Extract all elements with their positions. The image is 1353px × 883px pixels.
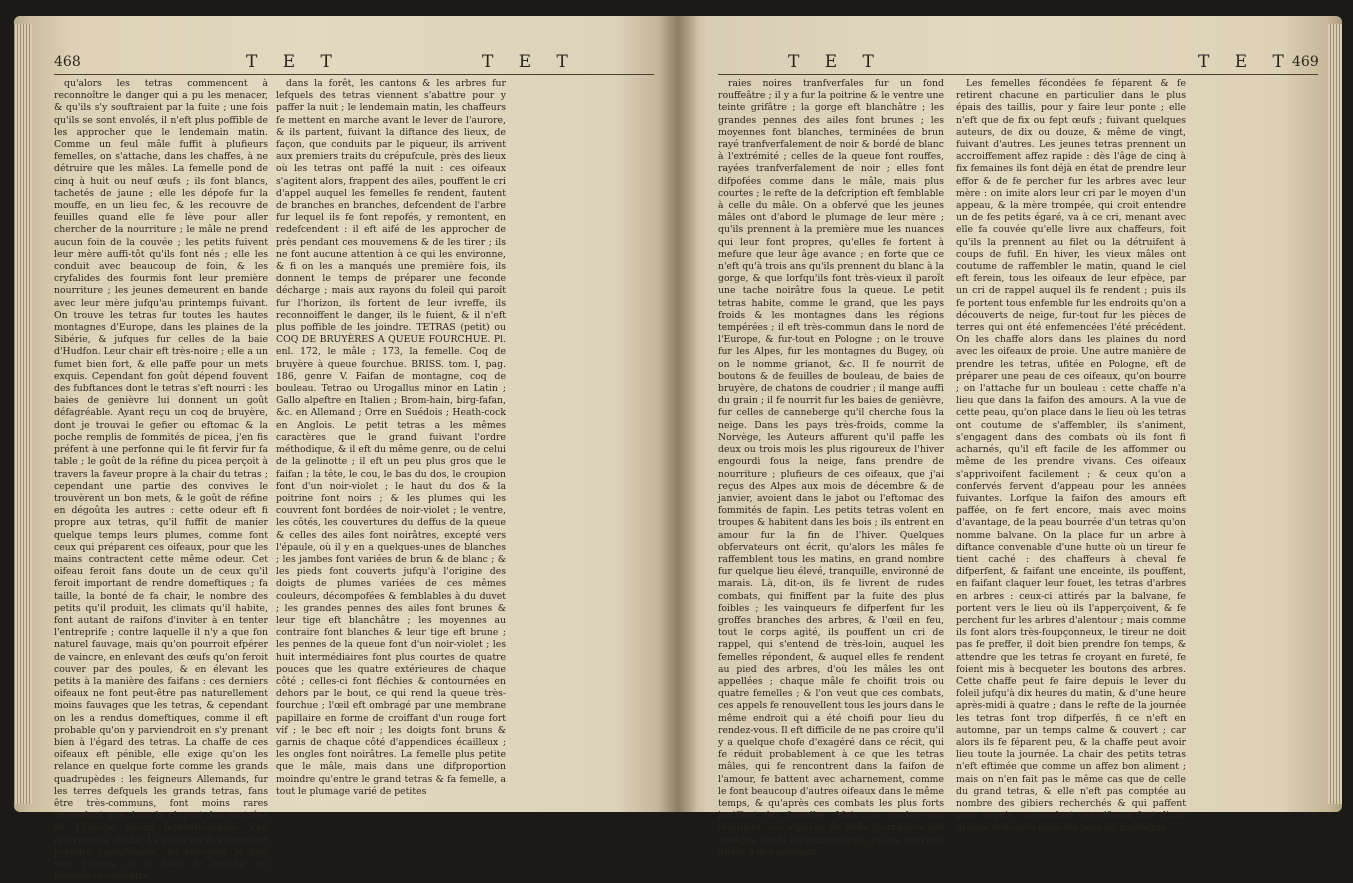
header-rule bbox=[54, 74, 654, 75]
column-text: dans la forêt, les cantons & les arbres fur lefquels des tetras viennent s'abattre pour y paffer la nuit ; le lendemain matin, les chaffeurs fe mettent en marche avant le lever de l'aurore, & ils partent, fuivant la diftance des lieux, de façon, que conduits par le piqueur, ils arrivent aux premiers traits du crépufcule, près des lieux où les tetras ont paffé la nuit : ces oifeaux s'agitent alors, frappent des ailes, pouffent le cri d'appel auquel les femelles fe rendent, fautent de branches en branches, defcendent de l'arbre fur lequel ils fe font repofés, y remontent, en redefcendent : il eft aifé de les approcher de près pendant ces mouvemens & de les tirer ; ils ne font aucune attention à ce qui les environne, & fi on les a manqués une première fois, ils donnent le temps de préparer une feconde décharge ; mais aux rayons du foleil qui paroît fur l'horizon, ils fortent de leur ivreffe, ils reconnoiffent le danger, ils le fuient, & il n'eft plus poffible de les joindre. TETRAS (petit) ou COQ DE BRUYÈRES A QUEUE FOURCHUE. Pl. enl. 172, le mâle ; 173, la femelle. Coq de bruyère à queue fourchue. BRISS. tom. I, pag. 186, genre V. Faifan de montagne, coq de bouleau. Tetrao ou Urogallus minor en Latin ; Gallo alpeftre en Italien ; Brom-hain, birg-fafan, &c. en Allemand ; Orre en Suédois ; Heath-cock en Anglois. Le petit tetras a les mêmes caractères que le grand fuivant l'ordre méthodique, & il eft du même genre, ou de celui de la gelinotte ; il eft un peu plus gros que le faifan ; la tête, le cou, le bas du dos, le croupion font d'un noir-violet ; le haut du dos & la poitrine font noirs ; & les plumes qui les couvrent font bordées de noir-violet ; le ventre, les côtés, les couvertures du deffus de la queue & celles des ailes font noirâtres, excepté vers l'épaule, où il y en a quelques-unes de blanches ; les jambes font variées de brun & de blanc ; & les pieds font couverts jufqu'à l'origine des doigts de plumes variées de ces mêmes couleurs, décompofées & femblables à du duvet ; les grandes pennes des ailes font brunes & leur tige eft blanchâtre ; les moyennes au contraire font blanches & leur tige eft brune ; les pennes de la queue font d'un noir-violet ; les huit intermédiaires font plus courtes de quatre pouces que les quatre extérieures de chaque côté ; celles-ci font fléchies & contournées en dehors par le bout, ce qui rend la queue très-fourchue ; l'œil eft ombragé par une membrane papillaire en forme de croiffant d'un rouge fort vif ; le bec eft noir ; les doigts font bruns & garnis de chaque côté d'appendices écailleux ; les ongles font noirâtres. La femelle plus petite que le mâle, mais dans une difproportion moindre qu'entre le grand tetras & fa femelle, a tout le plumage varié de petites bbox=[276, 78, 506, 797]
column-text: raies noires tranfverfales fur un fond rouffeâtre ; il y a fur la poitrine & le ventre une teinte grifâtre ; la gorge eft blanchâtre ; les grandes pennes des ailes font brunes ; les moyennes font blanches, terminées de brun rayé tranfverfalement de noir & bordé de blanc à l'extrémité ; celles de la queue font rouffes, rayées tranfverfalement de noir ; elles font difpofées comme dans le mâle, mais plus courtes ; le refte de la defcription eft femblable à celle du mâle. On a obfervé que les jeunes mâles ont d'abord le plumage de leur mère ; qu'ils prennent à la première mue les nuances qui leur font propres, qu'elles fe fortent à mefure que leur âge avance ; en forte que ce n'eft qu'à trois ans qu'ils prennent du blanc à la gorge, & que lorfqu'ils font très-vieux il paroît une tache noirâtre fous la queue. Le petit tetras habite, comme le grand, que les pays froids & les montagnes dans les régions tempérées ; il eft très-commun dans le nord de l'Europe, & fur-tout en Pologne ; on le trouve fur les Alpes, fur les montagnes du Bugey, où on le nomme grianot, &c. Il fe nourrit de boutons & de feuilles de bouleau, de baies de bruyère, de chatons de coudrier ; il mange auffi du grain ; il fe nourrit fur les baies de genièvre, fur celles de canneberge qu'il cherche fous la neige. Dans les pays très-froids, comme la Norvège, les Auteurs affurent qu'il paffe les deux ou trois mois les plus rigoureux de l'hiver engourdi fous la neige, fans prendre de nourriture ; plufieurs de ces oifeaux, que j'ai reçus des Alpes aux mois de décembre & de janvier, avoient dans le jabot ou l'eftomac des fommités de fapin. Les petits tetras volent en troupes & habitent dans les bois ; ils entrent en amour fur la fin de l'hiver. Quelques obfervateurs ont écrit, qu'alors les mâles fe raffemblent tous les matins, en grand nombre fur quelque lieu élevé, tranquille, environné de marais. Là, dit-on, ils fe livrent de rudes combats, qui finiffent par la fuite des plus foibles ; les vainqueurs fe difperfent fur les groffes branches des arbres, & l'œil en feu, tout le corps agité, ils pouffent un cri de rappel, qui s'entend de très-loin, auquel les femelles répondent, & auquel elles fe rendent au pied des arbres, d'où les mâles les ont appellées ; chaque mâle fe choifit trois ou quatre femelles ; & l'on veut que ces combats, ces appels fe renouvellent tous les jours dans le même endroit qui a été choifi pour lieu du rendez-vous. Il eft difficile de ne pas croire qu'il y a quelque chofe d'exagéré dans ce récit, qui fe réduit probablement à ce que les tetras mâles, qui fe rencontrent dans la faifon de l'amour, fe battent avec acharnement, comme le font beaucoup d'autres oifeaux dans le même temps, & qu'après ces combats les plus forts jouiffent des femelles. Mais ces rendez-vous réguliers, ces efpèces de défis journaliers ont quelque chofe de romanefque, qui ne convient guère à des animaux. bbox=[718, 78, 944, 858]
book-gutter bbox=[658, 16, 698, 812]
column-text: qu'alors les tetras commencent à reconnoître le danger qui a pu les menacer, & qu'ils s'y souftraient par la fuite ; une fois qu'ils se sont envolés, il n'eft plus poffible de les approcher que le lendemain matin. Comme un feul mâle fuffit à plufieurs femelles, on s'attache, dans les chaffes, à ne détruire que les mâles. La femelle pond de cinq à huit ou neuf œufs ; ils font blancs, tachetés de jaune ; elle les dépofe fur la mouffe, en un lieu fec, & les recouvre de feuilles quand elle fe lève pour aller chercher de la nourriture ; le mâle ne prend aucun foin de la couvée ; les petits fuivent leur mère auffi-tôt qu'ils font nés ; elle les conduit avec beaucoup de foin, & les cryfalides des fourmis font leur première nourriture ; les jeunes demeurent en bande avec leur mère jufqu'au printemps fuivant. On trouve les tetras fur toutes les hautes montagnes d'Europe, dans les plaines de la Sibérie, & jufques fur celles de la baie d'Hudfon. Leur chair eft très-noire ; elle a un fumet bien fort, & elle paffe pour un mets exquis. Cependant fon goût dépend fouvent des fubftances dont le tetras s'eft nourri : les baies de genièvre lui donnent un goût défagréable. Ayant reçu un coq de bruyère, dont je trouvai le gefier ou eftomac & la poche remplis de fommités de picea, j'en fis préfent à une perfonne qui le fit fervir fur fa table ; le goût de la réfine du picea perçoit à travers la faveur propre à la chair du tetras ; cependant une partie des convives le trouvèrent un bon mets, & le goût de réfine en dégoûta les autres : cette odeur eft fi propre aux tetras, qu'il fuffit de manier quelque temps leurs plumes, comme font ceux qui préparent ces oifeaux, pour que les mains contractent cette même odeur. Cet oifeau feroit fans doute un de ceux qu'il feroit important de rendre domeftiques ; fa taille, la bonté de fa chair, le nombre des petits qu'il produit, les climats qu'il habite, font autant de raifons d'inviter à en tenter l'entreprife ; contre laquelle il n'y a que fon naturel fauvage, mais qu'on pourroit efpérer de vaincre, en enlevant des œufs qu'on feroit couver par des poules, & en élevant les petits à la manière des faifans : ces derniers oifeaux ne font peut-être pas naturellement moins fauvages que les tetras, & cependant on les a rendus domeftiques, comme il eft probable qu'on y parviendroit en s'y prenant bien à l'égard des tetras. La chaffe de ces oifeaux eft pénible, elle exige qu'on les relance en quelque forte comme les grands quadrupèdes : les feigneurs Allemands, fur les terres defquels les grands tetras, fans être très-communs, font moins rares cependant que dans la plupart des contrées de l'Europe moins feptentrionales, s'en réfervent la chaffe. La veille qu'ils en veulent prendre l'amufement, ils envoyent le foir, vers l'heure où le foleil fe couche, un piqueur reconnoître bbox=[54, 78, 268, 883]
text-column-2 bbox=[956, 78, 1186, 834]
page-edges-left bbox=[14, 24, 32, 804]
text-column-1 bbox=[54, 78, 268, 883]
text-column-1 bbox=[718, 78, 944, 858]
running-head: T E T bbox=[246, 52, 342, 72]
page-number: 468 bbox=[54, 54, 81, 70]
right-page bbox=[678, 16, 1342, 858]
page-number: 469 bbox=[1292, 54, 1319, 70]
column-text: Les femelles fécondées fe féparent & fe retirent chacune en particulier dans le plus épais des taillis, pour y faire leur ponte ; elle n'eft que de fix ou fept œufs ; fuivant quelques auteurs, de dix ou douze, & même de vingt, fuivant d'autres. Les jeunes tetras prennent un accroiffement affez rapide : dès l'âge de cinq à fix femaines ils font déjà en état de prendre leur effor & de fe percher fur les arbres avec leur mère : on imite alors leur cri par le moyen d'un appeau, & la mère trompée, qui croit entendre un de fes petits égaré, va à ce cri, menant avec elle fa couvée qu'elle livre aux chaffeurs, foit qu'ils la prennent au filet ou la détruifent à coups de fufil. En hiver, les vieux mâles ont coutume de raffembler le matin, quand le ciel eft ferein, tous les oifeaux de leur efpèce, par un cri de rappel auquel ils fe rendent ; puis ils fe portent tous enfemble fur les endroits qu'on a découverts de neige, fur-tout fur les pièces de terres qui ont été enfemencées l'été précédent. On les chaffe alors dans les plaines du nord avec les oifeaux de proie. Une autre manière de prendre les tetras, ufitée en Pologne, eft de préparer une peau de ces oifeaux, qu'on bourre ; on l'attache fur un bouleau : cette chaffe n'a lieu que dans la faifon des amours. A la vue de cette peau, qu'on place dans le lieu où les tetras ont coutume de s'affembler, ils s'animent, s'engagent dans des combats où ils font fi acharnés, qu'il eft facile de les affommer ou même de les prendre vivans. Ces oifeaux s'apprivoifent facilement ; & ceux qu'on a confervés fervent d'appeau pour les années fuivantes. Lorfque la faifon des amours eft paffée, on fe fert encore, mais avec moins d'avantage, de la peau bourrée d'un tetras qu'on nomme balvane. On la place fur un arbre à diftance convenable d'une hutte où un tireur fe tient caché : des chaffeurs à cheval fe difperfent, & faifant une enceinte, ils pouffent, en faifant claquer leur fouet, les tetras d'arbres en arbres : ceux-ci attirés par la balvane, fe portent vers le lieu où ils l'apperçoivent, & fe perchent fur les arbres d'alentour ; mais comme ils font alors très-foupçonneux, le tireur ne doit pas fe preffer, il doit bien prendre fon temps, & attendre que les tetras fe croyant en fureté, fe foient mis à becqueter les boutons des arbres. Cette chaffe peut fe faire depuis le lever du foleil jufqu'à dix heures du matin, & d'une heure après-midi à quatre ; dans le refte de la journée les tetras font trop difperfés, fi ce n'eft en automne, par un temps calme & couvert ; car alors ils fe féparent peu, & la chaffe peut avoir lieu toute la journée. La chair des petits tetras n'eft eftimée que comme un affez bon aliment ; mais on n'en fait pas le même cas que de celle du grand tetras, & elle n'eft pas comptée au nombre des gibiers recherchés & qui paffent pour exquis ; cependant ces oifeaux font d'une grande reffource dans les pays de montagne ; bbox=[956, 78, 1186, 834]
text-column-2 bbox=[276, 78, 506, 802]
header-rule bbox=[718, 74, 1318, 75]
running-head-right-col: T E T bbox=[1198, 52, 1294, 72]
left-page bbox=[14, 16, 678, 883]
page-edges-right bbox=[1328, 24, 1342, 804]
running-head: T E T bbox=[788, 52, 884, 72]
open-book bbox=[14, 16, 1342, 883]
running-head-right-col: T E T bbox=[482, 52, 578, 72]
